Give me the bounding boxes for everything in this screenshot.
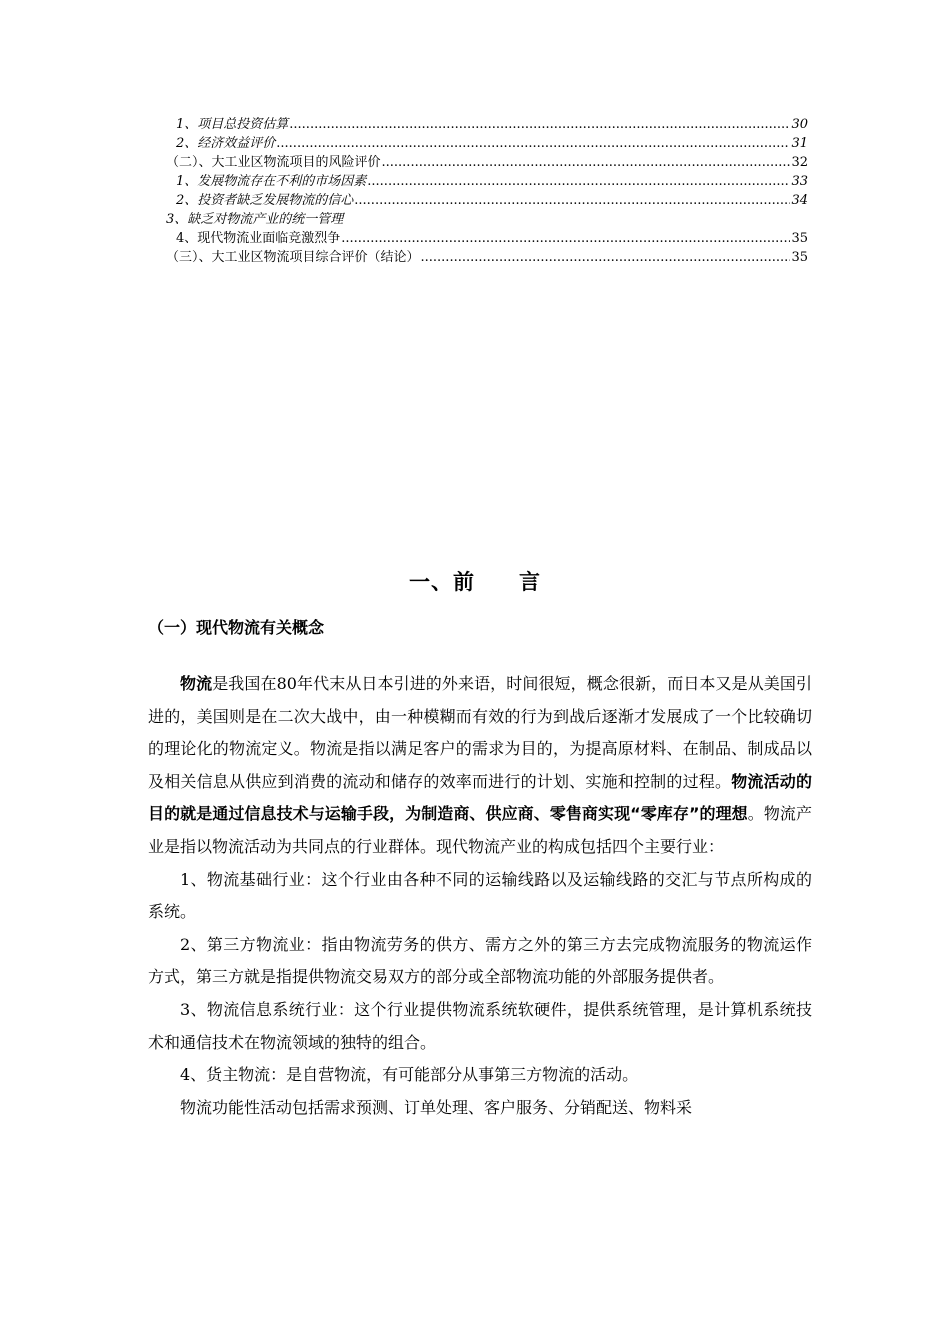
toc-leader (341, 229, 790, 248)
body-text (148, 668, 812, 1124)
bold-statement: 物流活动的目的就是通过信息技术与运输手段，为制造商、供应商、零售商实现“零库存”的理想 (148, 771, 812, 824)
toc-entry[interactable] (166, 210, 808, 229)
bold-term: 物流 (180, 674, 213, 693)
toc-entry-page: 34 (791, 193, 808, 208)
toc-entry[interactable] (166, 229, 808, 248)
toc-entry[interactable] (166, 248, 808, 267)
toc-leader (382, 153, 791, 172)
toc-leader (289, 115, 790, 134)
toc-entry[interactable] (166, 191, 808, 210)
toc-entry[interactable] (166, 134, 808, 153)
toc-entry[interactable] (166, 153, 808, 172)
paragraph (148, 668, 812, 864)
toc-leader (421, 248, 791, 267)
list-item: 1、物流基础行业：这个行业由各种不同的运输线路以及运输线路的交汇与节点所构成的系统。 (148, 869, 812, 922)
toc-entry-title: 4、现代物流业面临竞激烈争 (176, 231, 341, 246)
table-of-contents (166, 115, 808, 267)
toc-entry-page: 32 (791, 155, 808, 170)
section-heading (0, 566, 950, 596)
paragraph-text: 。物流产业是指以物流活动为共同点的行业群体。现代物流产业的构成包括四个主要行业： (148, 804, 812, 856)
toc-entry-title: 1、项目总投资估算 (176, 117, 289, 132)
toc-entry[interactable] (166, 115, 808, 134)
section-heading-part1: 一、前 (409, 570, 475, 594)
subsection-heading: （一）现代物流有关概念 (148, 618, 325, 637)
toc-entry-title: 1、发展物流存在不利的市场因素 (176, 174, 367, 189)
toc-entry-page: 35 (791, 250, 808, 265)
toc-entry-title: 2、经济效益评价 (176, 136, 276, 151)
toc-entry-title: （二）、大工业区物流项目的风险评价 (166, 155, 381, 170)
toc-entry-title: 2、投资者缺乏发展物流的信心 (176, 193, 354, 208)
toc-entry-title: 3、缺乏对物流产业的统一管理 (166, 212, 344, 227)
toc-leader (367, 172, 790, 191)
toc-entry-page: 30 (791, 117, 808, 132)
list-item: 2、第三方物流业：指由物流劳务的供方、需方之外的第三方去完成物流服务的物流运作方式，第三方就是指提供物流交易双方的部分或全部物流功能的外部服务提供者。 (148, 934, 812, 987)
paragraph-text: 是我国在80年代末从日本引进的外来语，时间很短，概念很新，而日本又是从美国引进的，美国则是在二次大战中，由一种模糊而有效的行为到战后逐渐才发展成了一个比较确切的理论化的物流定义。物流是指以满足客户的需求为目的，为提高原材料、在制品、制成品以及相关信息从供应到消费的流动和储存的效率而进行的计划、实施和控制的过程。 (148, 674, 812, 791)
toc-entry-page: 31 (791, 136, 808, 151)
toc-leader (354, 191, 790, 210)
toc-entry-page: 35 (791, 231, 808, 246)
toc-entry-title: （三）、大工业区物流项目综合评价（结论） (166, 250, 420, 265)
list-item: 4、货主物流：是自营物流，有可能部分从事第三方物流的活动。 (180, 1065, 639, 1085)
toc-leader (276, 134, 790, 153)
paragraph: 物流功能性活动包括需求预测、订单处理、客户服务、分销配送、物料采 (180, 1097, 693, 1117)
section-heading-part2: 言 (519, 570, 541, 594)
toc-entry-page: 33 (791, 174, 808, 189)
list-item: 3、物流信息系统行业：这个行业提供物流系统软硬件，提供系统管理，是计算机系统技术和通信技术在物流领域的独特的组合。 (148, 999, 812, 1052)
toc-entry[interactable] (166, 172, 808, 191)
